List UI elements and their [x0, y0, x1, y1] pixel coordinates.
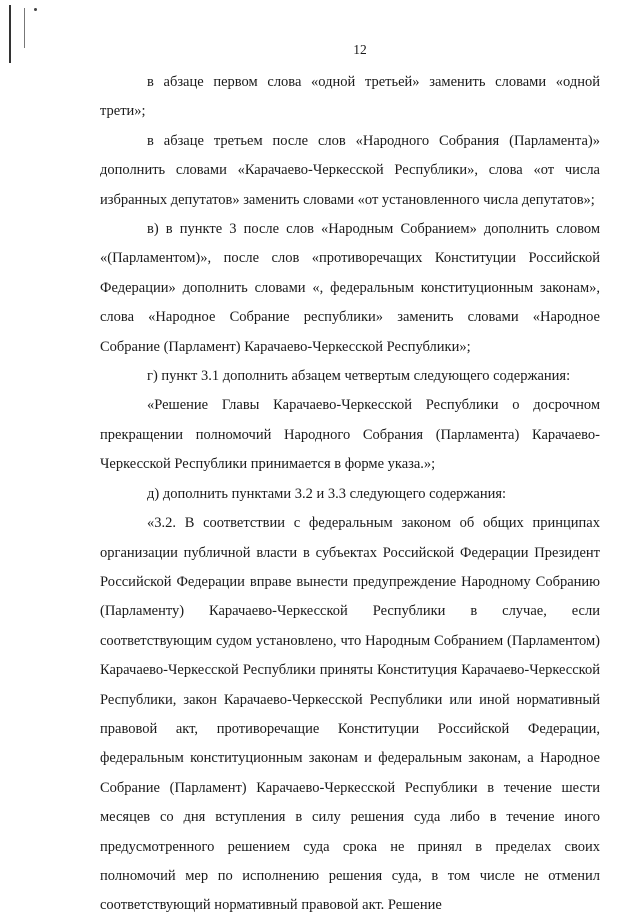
page-number: 12 — [353, 42, 367, 57]
paragraph-quote-decision: «Решение Главы Карачаево-Черкесской Республики о досрочном прекращении полномочий Народного Собрания (Парламента) Карачаево-Черкесской Республики принимается в форме указа.»; — [100, 397, 600, 473]
scan-dot-mark — [34, 8, 37, 11]
document-body — [100, 68, 600, 921]
paragraph-amend-first-abzac: в абзаце первом слова «одной третьей» заменить словами «одной трети»; — [100, 74, 600, 120]
paragraph-amend-third-abzac: в абзаце третьем после слов «Народного Собрания (Парламента)» дополнить словами «Карачаево-Черкесской Республики», слова «от числа избранных депутатов» заменить словами «от установленного числа депутатов»; — [100, 132, 600, 208]
paragraph-item-v: в) в пункте 3 после слов «Народным Собранием» дополнить словом «(Парламентом)», после слов «противоречащих Конституции Российской Федерации» дополнить словами «, федеральным конституционным законам», слова «Народное Собрание республики» заменить словами «Народное Собрание (Парламент) Карачаево-Черкесской Республики»; — [100, 221, 600, 355]
paragraph-item-d: д) дополнить пунктами 3.2 и 3.3 следующего содержания: — [147, 485, 507, 502]
paragraph-quote-3-2: «3.2. В соответствии с федеральным законом об общих принципах организации публичной власти в субъектах Российской Федерации Президент Российской Федерации вправе вынести предупреждение Народному Собранию (Парламенту) Карачаево-Черкесской Республики в случае, если соответствующим судом установлено, что Народным Собранием (Парламентом) Карачаево-Черкесской Республики приняты Конституция Карачаево-Черкесской Республики, закон Карачаево-Черкесской Республики или иной нормативный правовой акт, противоречащие Конституции Российской Федерации, федеральным конституционным законам и федеральным законам, а Народное Собрание (Парламент) Карачаево-Черкесской Республики в течение шести месяцев со дня вступления в силу решения суда либо в течение иного предусмотренного решением суда срока не принял в пределах своих полномочий мер по исполнению решения суда, в том числе не отменил соответствующий нормативный правовой акт. Решение — [100, 515, 600, 914]
paragraph-item-g: г) пункт 3.1 дополнить абзацем четвертым следующего содержания: — [147, 368, 571, 385]
